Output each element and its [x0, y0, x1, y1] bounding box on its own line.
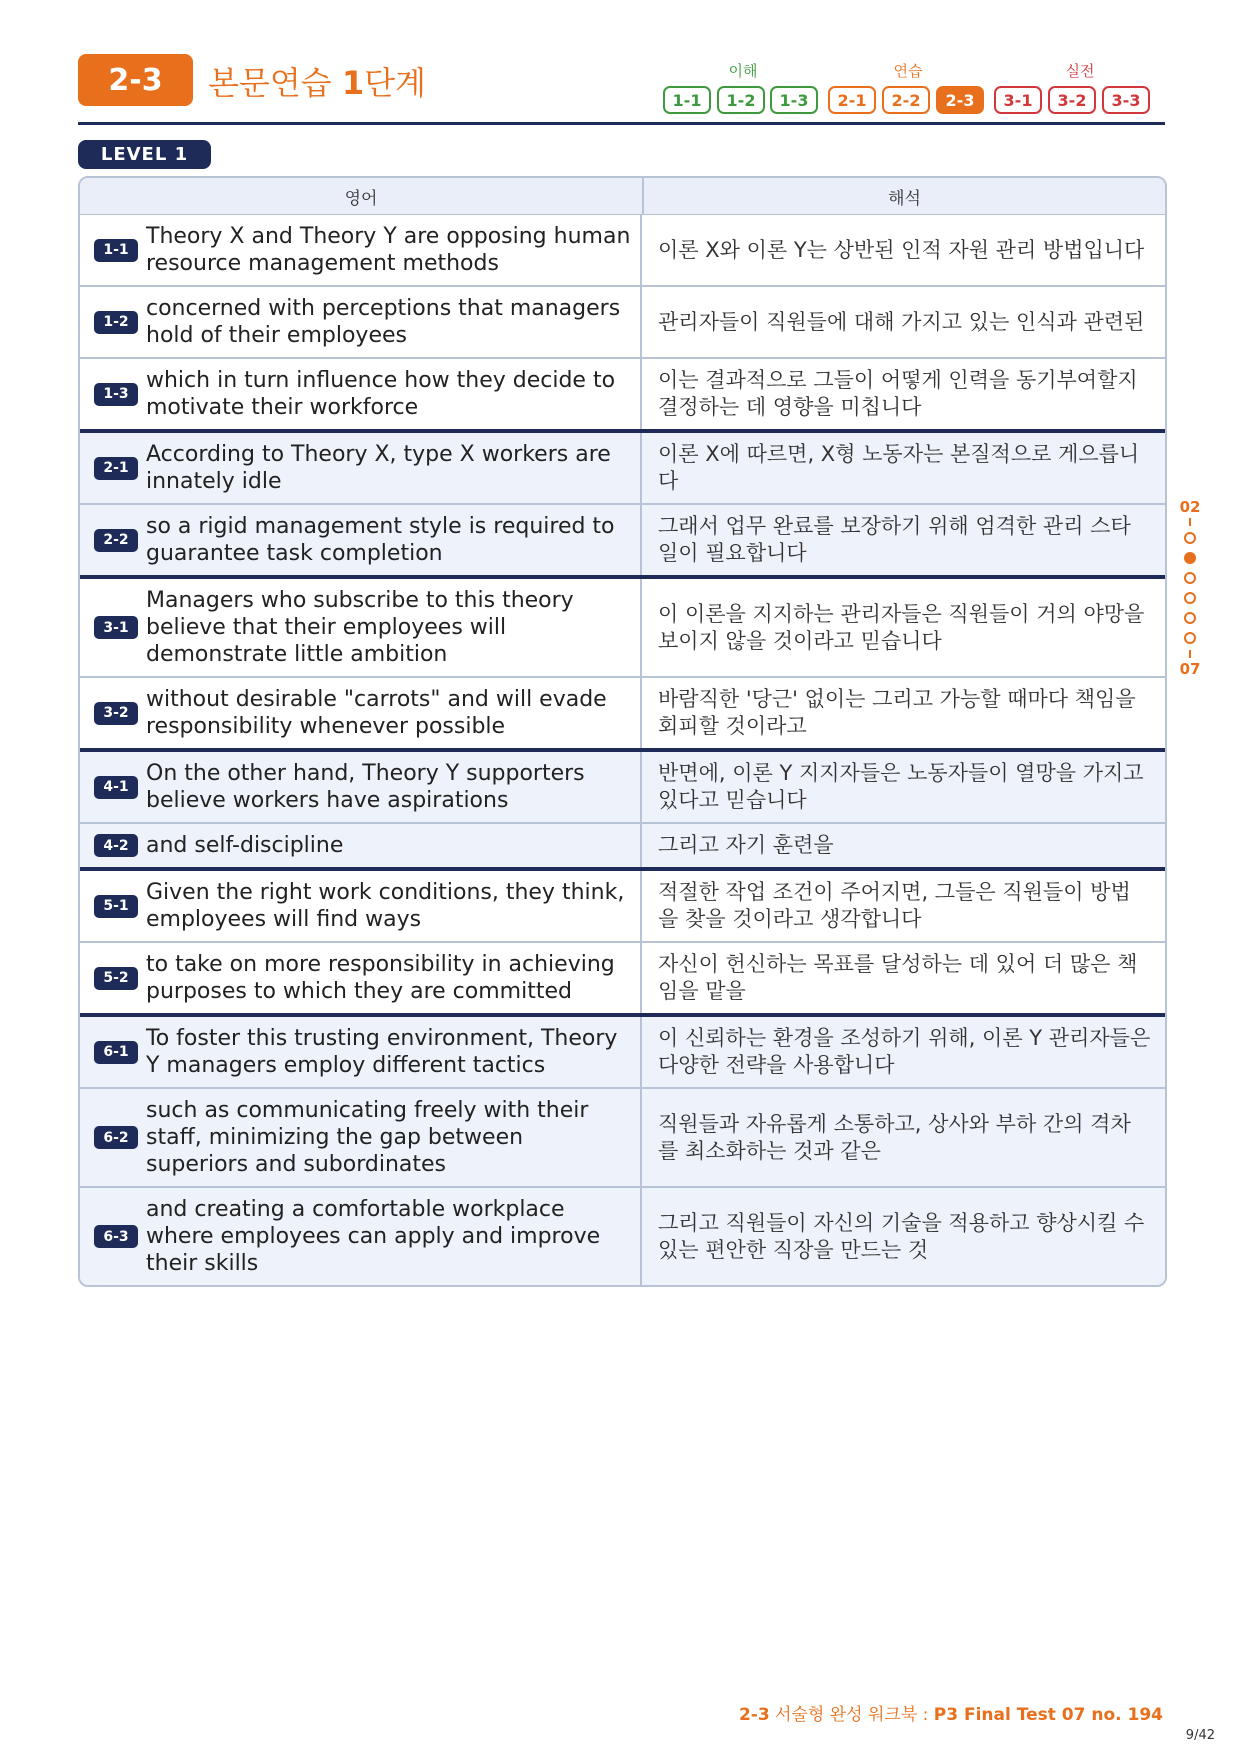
page-number: 9/42 — [1185, 1728, 1215, 1743]
english-cell — [80, 359, 642, 429]
table-body — [80, 215, 1165, 1285]
section-badge: 2-3 — [78, 54, 193, 106]
english-text: According to Theory X, type X workers are innately idle — [146, 442, 611, 494]
korean-cell — [642, 215, 1165, 285]
sentence-number-badge: 3-1 — [94, 616, 138, 639]
korean-cell — [642, 1089, 1165, 1186]
korean-text: 그리고 직원들이 자신의 기술을 적용하고 향상시킬 수 있는 편안한 직장을 만드는 것 — [658, 1210, 1145, 1262]
sentence-number-badge: 5-1 — [94, 895, 138, 918]
table-row — [80, 285, 1165, 357]
english-text: concerned with perceptions that managers hold of their employees — [146, 296, 621, 348]
step-2-3[interactable]: 2-3 — [936, 86, 984, 114]
korean-text: 이는 결과적으로 그들이 어떻게 인력을 동기부여할지 결정하는 데 영향을 미칩니다 — [658, 368, 1138, 419]
korean-cell — [642, 871, 1165, 941]
english-text: and self-discipline — [146, 833, 344, 858]
step-3-1[interactable]: 3-1 — [994, 86, 1042, 114]
english-cell — [80, 1017, 642, 1087]
sentence-number-badge: 3-2 — [94, 702, 138, 725]
page-title-part1: 본문연습 — [208, 64, 342, 102]
step-group-label-practice: 연습 — [893, 62, 923, 80]
footer-code: 2-3 — [738, 1705, 770, 1725]
korean-cell — [642, 752, 1165, 822]
progress-start-label: 02 — [1179, 498, 1201, 516]
korean-text: 관리자들이 직원들에 대해 가지고 있는 인식과 관련된 — [658, 309, 1145, 334]
english-text: without desirable "carrots" and will evade responsibility whenever possible — [146, 687, 607, 739]
footer-caption — [739, 1700, 1163, 1725]
korean-text: 적절한 작업 조건이 주어지면, 그들은 직원들이 방법을 찾을 것이라고 생각합니다 — [658, 880, 1131, 931]
korean-cell — [642, 824, 1165, 867]
step-1-2[interactable]: 1-2 — [717, 86, 765, 114]
step-navigation — [0, 86, 1241, 114]
progress-dot — [1184, 532, 1196, 544]
english-cell — [80, 752, 642, 822]
table-row — [80, 1087, 1165, 1186]
progress-dot — [1184, 632, 1196, 644]
step-3-2[interactable]: 3-2 — [1048, 86, 1096, 114]
sentence-number-badge: 5-2 — [94, 967, 138, 990]
header-english: 영어 — [80, 178, 644, 214]
step-1-1[interactable]: 1-1 — [663, 86, 711, 114]
page-title-level-number: 1 — [341, 64, 365, 102]
korean-text: 그래서 업무 완료를 보장하기 위해 엄격한 관리 스타일이 필요합니다 — [658, 514, 1131, 565]
korean-cell — [642, 1188, 1165, 1285]
table-row — [80, 503, 1165, 575]
level-badge: LEVEL 1 — [78, 140, 211, 169]
korean-text: 반면에, 이론 Y 지지자들은 노동자들이 열망을 가지고 있다고 믿습니다 — [658, 761, 1144, 812]
table-row — [80, 1013, 1165, 1087]
english-cell — [80, 433, 642, 503]
english-cell — [80, 824, 642, 867]
table-header — [80, 178, 1165, 215]
english-text: Given the right work conditions, they think, employees will find ways — [146, 880, 625, 932]
korean-cell — [642, 943, 1165, 1013]
footer-test: P3 Final Test 07 no. 194 — [933, 1705, 1163, 1725]
header-korean: 해석 — [888, 188, 921, 209]
step-1-3[interactable]: 1-3 — [770, 86, 818, 114]
korean-cell — [642, 433, 1165, 503]
korean-cell — [642, 287, 1165, 357]
korean-text: 이 이론을 지지하는 관리자들은 직원들이 거의 야망을 보이지 않을 것이라고 믿습니다 — [658, 601, 1145, 653]
progress-dot — [1184, 572, 1196, 584]
korean-text: 자신이 헌신하는 목표를 달성하는 데 있어 더 많은 책임을 맡을 — [658, 952, 1138, 1003]
korean-text: 바람직한 '당근' 없이는 그리고 가능할 때마다 책임을 회피할 것이라고 — [658, 687, 1136, 738]
step-2-2[interactable]: 2-2 — [882, 86, 930, 114]
progress-bar-divider — [1189, 650, 1191, 658]
sentence-number-badge: 2-2 — [94, 529, 138, 552]
table-row — [80, 941, 1165, 1013]
step-2-1[interactable]: 2-1 — [828, 86, 876, 114]
english-cell — [80, 1089, 642, 1186]
table-row — [80, 575, 1165, 676]
english-cell — [80, 1188, 642, 1285]
korean-cell — [642, 359, 1165, 429]
table-row — [80, 357, 1165, 429]
english-text: On the other hand, Theory Y supporters believe workers have aspirations — [146, 761, 585, 813]
english-text: Theory X and Theory Y are opposing human resource management methods — [146, 224, 631, 276]
korean-cell — [642, 1017, 1165, 1087]
english-text: so a rigid management style is required to guarantee task completion — [146, 514, 615, 566]
sentence-number-badge: 6-1 — [94, 1041, 138, 1064]
korean-text: 직원들과 자유롭게 소통하고, 상사와 부하 간의 격차를 최소화하는 것과 같은 — [658, 1111, 1131, 1163]
english-text: and creating a comfortable workplace where employees can apply and improve their skills — [146, 1197, 601, 1276]
table-row — [80, 676, 1165, 748]
korean-text: 이 신뢰하는 환경을 조성하기 위해, 이론 Y 관리자들은 다양한 전략을 사용합니다 — [658, 1026, 1151, 1077]
progress-bar-divider — [1189, 518, 1191, 526]
english-cell — [80, 871, 642, 941]
step-group-label-real: 실전 — [1065, 62, 1095, 80]
table-row — [80, 215, 1165, 285]
english-text: Managers who subscribe to this theory believe that their employees will demonstrate little ambition — [146, 588, 574, 667]
table-row — [80, 1186, 1165, 1285]
english-cell — [80, 287, 642, 357]
korean-text: 이론 X에 따르면, X형 노동자는 본질적으로 게으릅니다 — [658, 442, 1140, 493]
english-cell — [80, 215, 642, 285]
table-row — [80, 822, 1165, 867]
step-group-label-understand: 이해 — [728, 62, 758, 80]
translation-table — [78, 176, 1167, 1287]
english-cell — [80, 579, 642, 676]
footer-workbook: 서술형 완성 워크북 : — [769, 1705, 934, 1725]
english-cell — [80, 678, 642, 748]
sentence-number-badge: 2-1 — [94, 457, 138, 480]
english-cell — [80, 505, 642, 575]
progress-end-label: 07 — [1179, 660, 1201, 678]
step-3-3[interactable]: 3-3 — [1102, 86, 1150, 114]
table-row — [80, 867, 1165, 941]
table-row — [80, 748, 1165, 822]
korean-cell — [642, 505, 1165, 575]
progress-dot — [1184, 612, 1196, 624]
sentence-number-badge: 6-3 — [94, 1225, 138, 1248]
sentence-number-badge: 4-1 — [94, 776, 138, 799]
english-cell — [80, 943, 642, 1013]
sentence-number-badge: 6-2 — [94, 1126, 138, 1149]
page-title-part2: 단계 — [364, 64, 426, 102]
english-text: such as communicating freely with their staff, minimizing the gap between superiors and subordinates — [146, 1098, 589, 1177]
progress-dot-current — [1184, 552, 1196, 564]
korean-cell — [642, 579, 1165, 676]
header-divider — [78, 122, 1165, 125]
progress-dot — [1184, 592, 1196, 604]
sentence-number-badge: 1-3 — [94, 383, 138, 406]
english-text: which in turn influence how they decide to motivate their workforce — [146, 368, 616, 420]
sentence-number-badge: 4-2 — [94, 834, 138, 857]
english-text: To foster this trusting environment, Theory Y managers employ different tactics — [146, 1026, 618, 1078]
korean-text: 그리고 자기 훈련을 — [658, 833, 834, 857]
korean-text: 이론 X와 이론 Y는 상반된 인적 자원 관리 방법입니다 — [658, 237, 1145, 262]
english-text: to take on more responsibility in achieving purposes to which they are committed — [146, 952, 615, 1004]
sentence-number-badge: 1-2 — [94, 311, 138, 334]
sentence-number-badge: 1-1 — [94, 239, 138, 262]
table-row — [80, 429, 1165, 503]
chapter-progress — [1178, 498, 1202, 678]
korean-cell — [642, 678, 1165, 748]
